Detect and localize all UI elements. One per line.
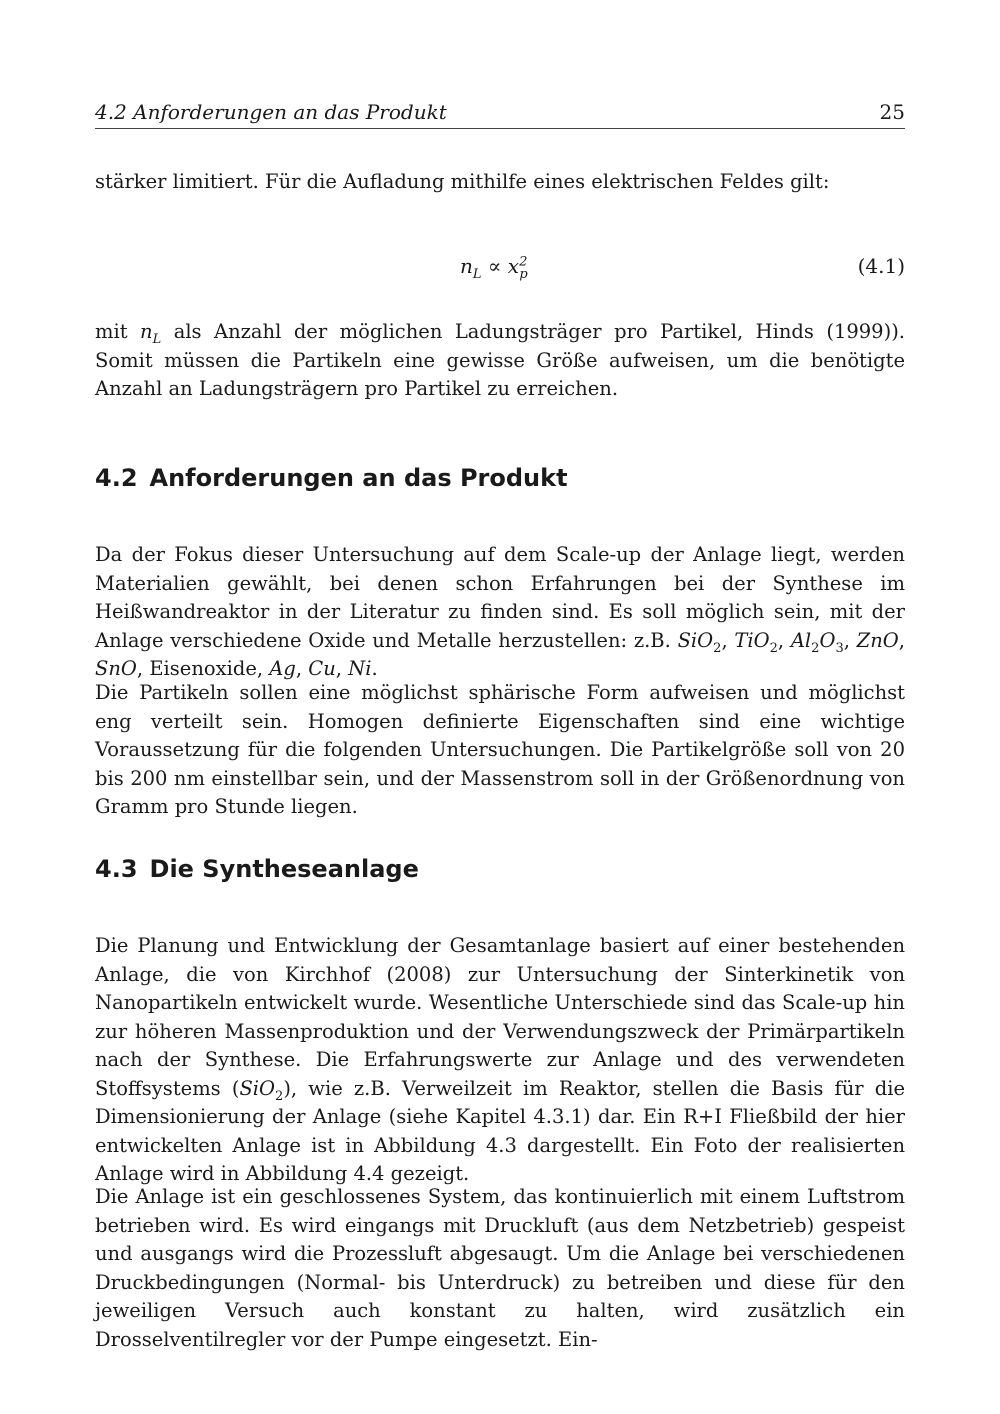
- section-number: 4.2: [95, 464, 138, 492]
- material-tio2-sub: 2: [769, 640, 778, 656]
- material-sio2-sub: 2: [275, 1088, 284, 1104]
- material-sio2-sub: 2: [713, 640, 722, 656]
- material-al: Al: [790, 628, 812, 652]
- eq-proportional: ∝: [487, 254, 502, 278]
- eq-x-sub: p: [519, 267, 528, 282]
- section-4-2-paragraph-2: Die Partikeln sollen eine möglichst sphärische Form aufweisen und möglichst eng verteilt sein. Homogen definierte Eigenschaften sind eine wichtige Voraussetzung für die folgenden Untersuchungen. Die Partikelgröße soll von 20 bis 200 nm einstellbar sein, und der Massenstrom soll in der Größenordnung von Gramm pro Stunde liegen.: [95, 681, 905, 818]
- eq-n-sub: L: [472, 267, 482, 282]
- material-sio2: SiO: [239, 1076, 276, 1100]
- text-prefix: mit: [95, 320, 141, 343]
- eq-x-sup: 2: [519, 254, 528, 270]
- header-section-title: 4.2 Anforderungen an das Produkt: [95, 100, 447, 124]
- equation-number: (4.1): [857, 254, 905, 278]
- material-al-sub: 2: [811, 640, 820, 656]
- section-heading-4-2: [95, 464, 905, 492]
- section-4-3-paragraph-1: [95, 932, 905, 1189]
- text-run: Die Planung und Entwicklung der Gesamtanlage basiert auf einer bestehenden Anlage, die von Kirchhof (2008) zur Untersuchung der Sinterkinetik von Nanopartikeln entwickelt wurde. Wesentliche Unterschiede sind das Scale-up hin zur höheren Massenproduktion und der Verwendungszweck der Primärpartikeln nach der Synthese. Die Erfahrungswerte zur Anlage und des verwendeten Stoffsystems (: [95, 934, 905, 1100]
- equation-4-1: [95, 248, 905, 288]
- material-o: O: [819, 628, 836, 652]
- material-eisenoxide: Eisenoxide: [149, 657, 257, 680]
- material-ni: Ni: [348, 657, 372, 680]
- material-o-sub: 3: [835, 640, 844, 656]
- page-number: 25: [879, 100, 905, 124]
- material-sio2: SiO: [677, 628, 714, 652]
- material-zno: ZnO: [856, 628, 899, 652]
- section-4-3-paragraph-2: Die Anlage ist ein geschlossenes System, das kontinuierlich mit einem Luftstrom betrieben wird. Es wird eingangs mit Druckluft (aus dem Netzbetrieb) gespeist und ausgangs wird die Prozessluft abgesaugt. Um die Anlage bei verschiedenen Druckbedingungen (Normal- bis Unterdruck) zu betreiben und diese für den jeweiligen Versuch auch konstant zu halten, wird zusätzlich ein Drosselventilregler vor der Pumpe eingesetzt. Ein-: [95, 1185, 905, 1351]
- material-sno: SnO: [95, 657, 137, 680]
- text-suffix: als Anzahl der möglichen Ladungsträger pro Partikel, Hinds (1999)). Somit müssen die Partikeln eine gewisse Größe aufweisen, um die benötigte Anzahl an Ladungsträgern pro Partikel zu erreichen.: [95, 320, 906, 400]
- material-cu: Cu: [308, 657, 336, 680]
- running-header: [95, 98, 905, 129]
- text-run: Da der Fokus dieser Untersuchung auf dem Scale-up der Anlage liegt, werden Materialien gewählt, bei denen schon Erfahrungen bei der Synthese im Heißwandreaktor in der Literatur zu finden sind. Es soll möglich sein, mit der Anlage verschiedene Oxide und Metalle herzustellen: z.B.: [95, 543, 905, 652]
- paragraph-after-equation: [95, 318, 905, 404]
- math-n-sub: L: [152, 331, 162, 347]
- intro-paragraph: stärker limitiert. Für die Aufladung mithilfe eines elektrischen Feldes gilt:: [95, 170, 830, 193]
- equation-expression: [460, 254, 528, 282]
- eq-n: n: [460, 254, 473, 278]
- section-4-2-paragraph-1: Da der Fokus dieser Untersuchung auf dem Scale-up der Anlage liegt, werden Materialien gewählt, bei denen schon Erfahrungen bei der Synthese im Heißwandreaktor in der Literatur zu finden sind. Es soll möglich sein, mit der Anlage verschiedene Oxide und Metalle herzustellen: z.B. SiO$_2$, TiO$_2$, $Al_2O_3$, ZnO, SnO, Eisenoxide, Ag, Cu, Ni.: [95, 543, 905, 680]
- material-ag: Ag: [269, 657, 296, 680]
- text-run: ), wie z.B. Verweilzeit im Reaktor, stellen die Basis für die Dimensionierung der Anlage (siehe Kapitel 4.3.1) dar. Ein R+I Fließbild der hier entwickelten Anlage ist in Abbildung 4.3 dargestellt. Ein Foto der realisierten Anlage wird in Abbildung 4.4 gezeigt.: [95, 1076, 905, 1185]
- material-tio2: TiO: [734, 628, 770, 652]
- section-heading-4-3: [95, 855, 905, 883]
- section-title: Anforderungen an das Produkt: [149, 464, 568, 492]
- math-n: n: [140, 320, 153, 343]
- eq-x: x: [507, 254, 520, 278]
- section-title: Die Syntheseanlage: [149, 855, 419, 883]
- section-number: 4.3: [95, 855, 138, 883]
